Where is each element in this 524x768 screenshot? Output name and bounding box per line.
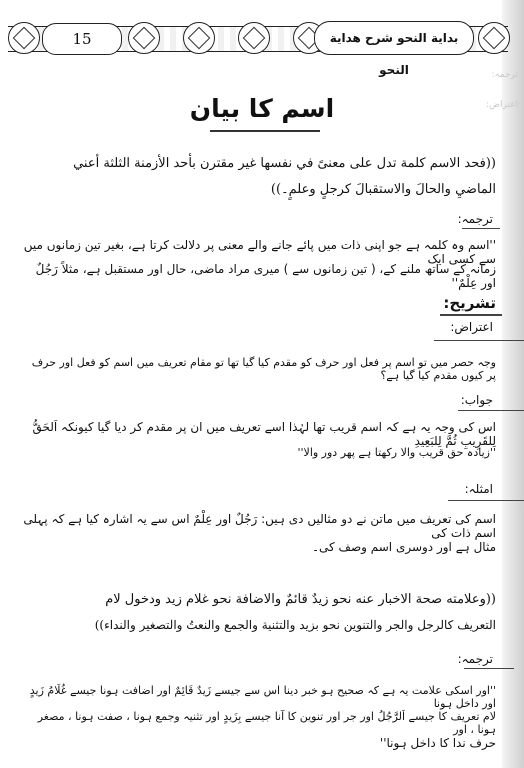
label-underline xyxy=(458,410,524,411)
chapter-title: اسم کا بیان xyxy=(189,94,335,123)
book-title: بدایة النحو شرح ھدایة النحو xyxy=(314,21,474,55)
page-number: 15 xyxy=(42,23,122,55)
translation-text-line: ''اور اسکی علامت یہ ہے کہ صحیح ہو خبر دینا اس سے جیسے زَیدٌ قَائِمٌ اور اضافت ہونا جیسے غُلَامُ زَیدٍ اور داخل ہونا xyxy=(29,684,496,710)
translation-label: ترجمہ: xyxy=(457,652,493,666)
ornament-icon xyxy=(478,22,510,54)
bleed-through-text: اعتراض: xyxy=(486,100,518,110)
ornament-icon xyxy=(238,22,270,54)
arabic-text-line: الماضيِ والحالَ والاستقبالَ كرجلٍ وعلمٍ۔)) xyxy=(270,182,496,197)
translation-label: ترجمہ: xyxy=(457,212,493,226)
bleed-through-text: ترجمہ: xyxy=(491,70,518,80)
sharh-heading: تشریح: xyxy=(443,294,496,312)
page-header xyxy=(8,18,508,77)
translation-text-line: ''اسم وہ کلمہ ہے جو اپنی ذات میں پائے جانے والے معنی پر دلالت کرتا ہے، بغیر تین زمانوں میں سے کسی ایک xyxy=(23,238,496,266)
objection-text: وجہ حصر میں تو اسم پر فعل اور حرف کو مقدم کیا گیا تھا تو مقام تعریف میں اسم کو فعل اور حرف پر کیوں مقدم کیا گیا ہے؟ xyxy=(31,356,496,382)
translation-text-line: حرف ندا کا داخل ہونا'' xyxy=(379,736,496,750)
label-underline xyxy=(464,668,514,669)
objection-label: اعتراض: xyxy=(450,320,493,334)
examples-text-line: اسم کی تعریف میں ماتن نے دو مثالیں دی ہیں: رَجُلٌ اور عِلْمٌ اس سے یہ اشارہ کیا ہے کہ پہلی اسم ذات کی xyxy=(23,512,496,540)
examples-text-line: مثال ہے اور دوسری اسم وصف کی۔ xyxy=(311,540,496,554)
answer-label: جواب: xyxy=(460,393,493,407)
arabic-text-line: ((فحد الاسم كلمة تدل على معنىً في نفسها غير مقترن بأحد الأزمنة الثلثة أعني xyxy=(73,156,496,171)
translation-text-line: لام تعریف کا جیسے اَلرَّجُلُ اور جر اور تنوین کا آنا جیسے بِزَیدٍ اور تثنیہ وجمع ہونا ، صفت ہونا ، مصغر ہونا ، اور xyxy=(37,710,496,736)
label-underline xyxy=(434,340,524,341)
label-underline xyxy=(462,228,500,229)
answer-text-line: ''زیادہ حق قریب والا رکھتا ہے پھر دور والا'' xyxy=(297,446,496,459)
arabic-text-line: التعريف كالرجل والجر والتنوين نحو بزيد والتثنية والجمع والنعتُ والتصغير والنداء)) xyxy=(94,618,496,632)
ornament-icon xyxy=(8,22,40,54)
answer-text-line: اس کی وجہ یہ ہے کہ اسم قریب تھا لہٰذا اسے تعریف میں ان پر مقدم کر دیا گیا کیونکہ اَلحَقُّ لِلقَرِیبِ ثُمَّ لِلبَعِیدِ xyxy=(32,420,496,448)
label-underline xyxy=(448,500,524,501)
chapter-title-underline xyxy=(210,130,320,132)
examples-label: امثلہ: xyxy=(464,482,493,496)
ornament-icon xyxy=(128,22,160,54)
arabic-text-line: ((وعلامته صحة الاخبار عنه نحو زيدٌ قائمٌ والاضافة نحو غلام زيد ودخول لام xyxy=(105,592,496,607)
translation-text-line: زمانہ کے ساتھ ملنے کے، ( تین زمانوں سے ) میری مراد ماضی، حال اور مستقبل ہے، مثلاً رَجُلٌ اور عِلْمٌ'' xyxy=(35,262,496,290)
heading-underline xyxy=(440,314,502,316)
ornament-icon xyxy=(183,22,215,54)
